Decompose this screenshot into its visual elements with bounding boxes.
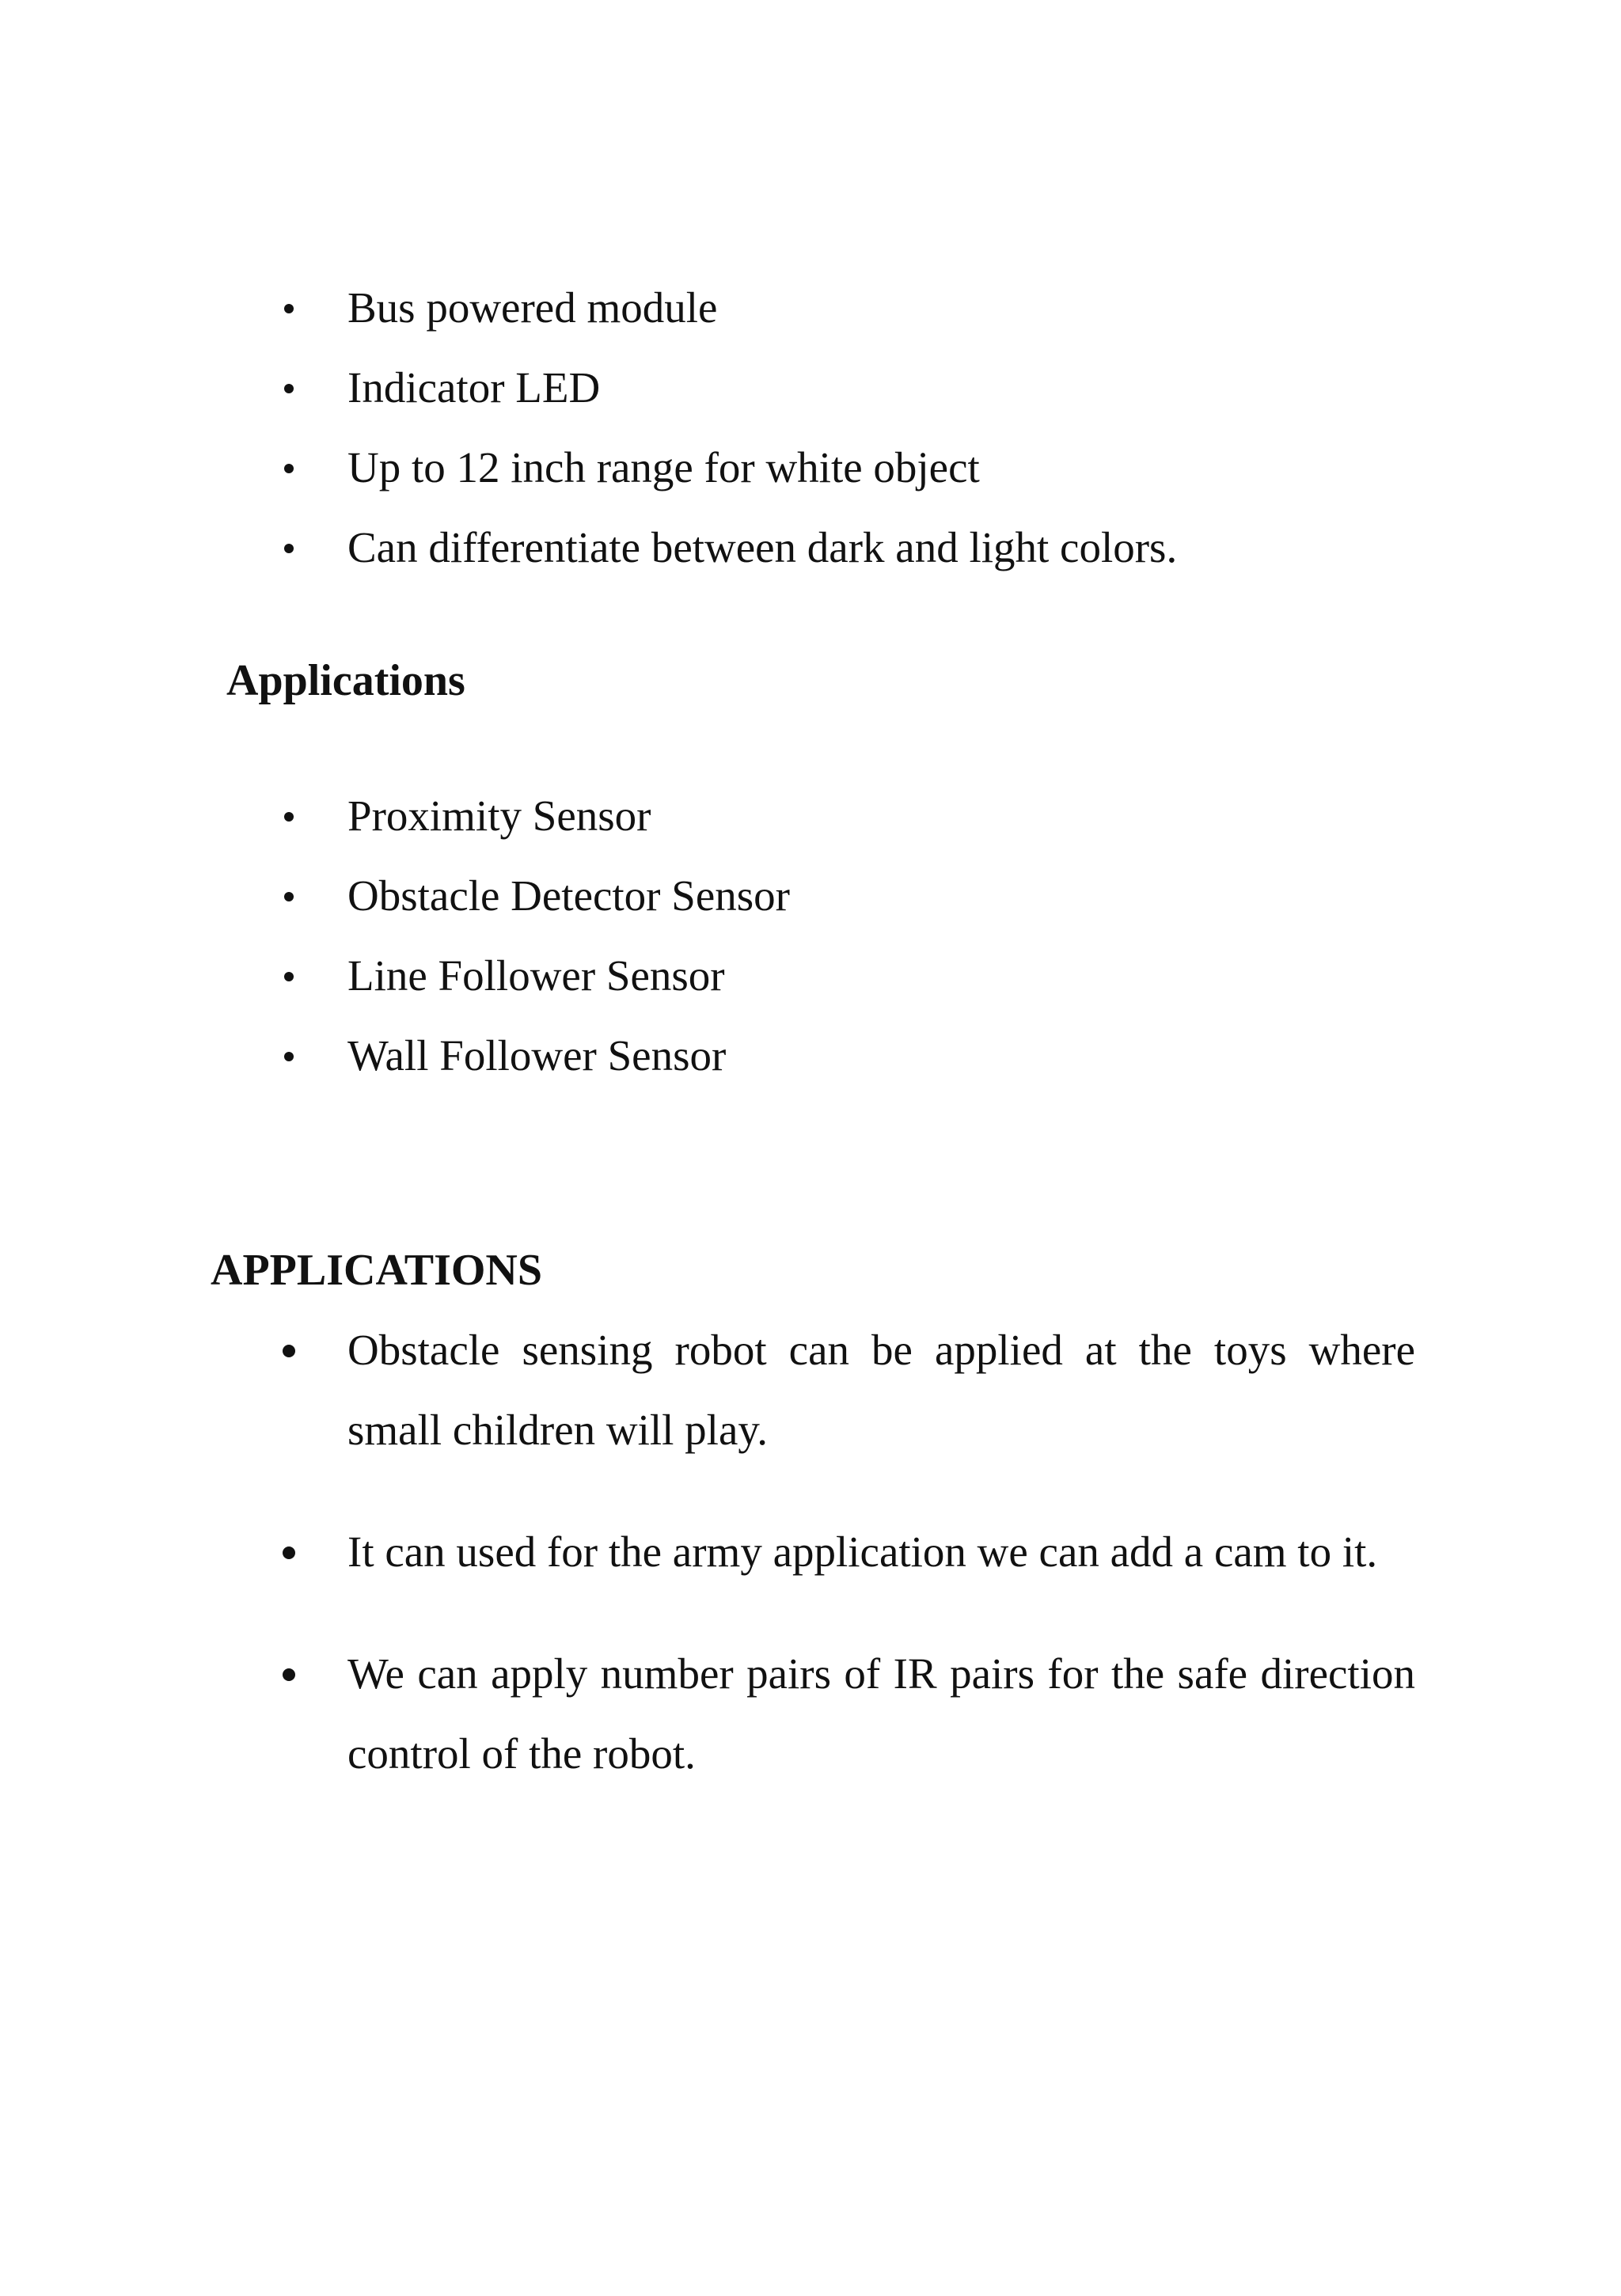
list-item: Proximity Sensor (281, 776, 1421, 856)
list-item: Indicator LED (281, 347, 1421, 427)
section-heading-applications: Applications (226, 656, 465, 705)
list-item: Wall Follower Sensor (281, 1015, 1421, 1095)
section-heading-applications-upper: APPLICATIONS (211, 1246, 543, 1295)
list-item: Obstacle Detector Sensor (281, 856, 1421, 935)
list-item: We can apply number pairs of IR pairs for the safe direction control of the robot. (281, 1634, 1415, 1793)
features-list (281, 268, 1421, 587)
list-item: Up to 12 inch range for white object (281, 427, 1421, 507)
applications-list (281, 776, 1421, 1095)
list-item: Obstacle sensing robot can be applied at the toys where small children will play. (281, 1310, 1415, 1470)
list-item: Bus powered module (281, 268, 1421, 347)
list-item: It can used for the army application we can add a cam to it. (281, 1512, 1415, 1592)
list-item: Can differentiate between dark and light colors. (281, 507, 1421, 587)
application-descriptions-list (281, 1310, 1421, 1835)
list-item: Line Follower Sensor (281, 935, 1421, 1015)
